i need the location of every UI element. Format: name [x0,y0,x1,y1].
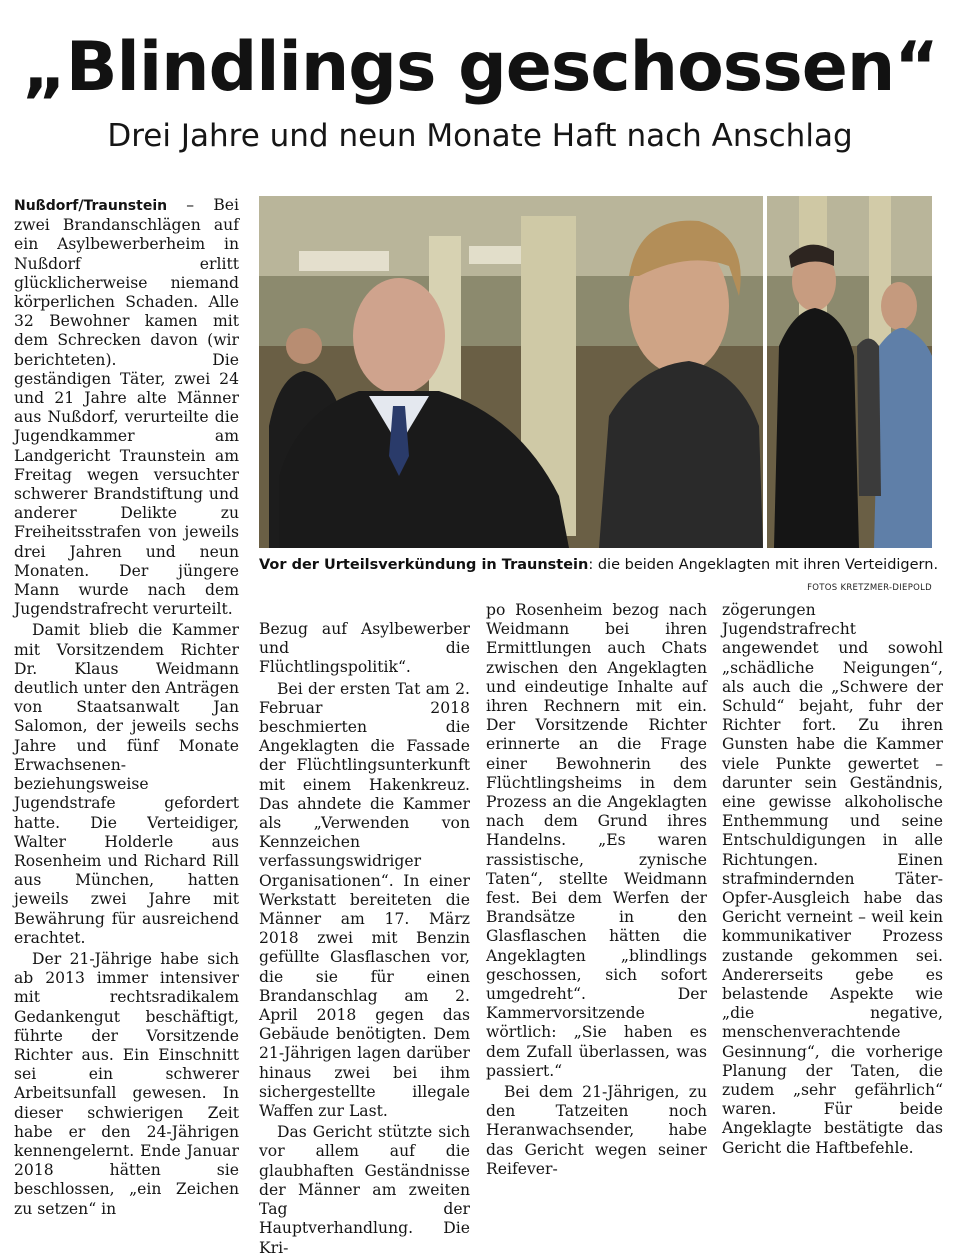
paragraph: Damit blieb die Kammer mit Vorsitzendem Richter Dr. Klaus Weidmann deutlich unter den Anträgen von Staatsanwalt Jan Salomon, der jeweils sechs Jahre und fünf Monate Erwachsenen- beziehungsweise Jugendstrafe gefordert hatte. Die Verteidiger, Walter Holderle aus Rosenheim und Richard Rill aus München, hatten jeweils zwei Jahre mit Bewährung für ausreichend erachtet. [14,621,240,947]
photo-credit: FOTOS KRETZMER-DIEPOLD [807,583,932,593]
photo-caption [259,556,939,574]
headline: „Blindlings geschossen“ [22,28,938,107]
paragraph: zögerungen Jugendstrafrecht angewendet und sowohl „schädliche Neigungen“, als auch die „Schwere der Schuld“ bejaht, fuhr der Richter fort. Zu ihren Gunsten habe die Kammer viele Punkte gewertet – darunter sein Geständnis, eine gewisse alkoholische Enthemmung und seine Entschuldigungen in alle Richtungen. Einen strafmindernden Täter-Opfer-Ausgleich habe das Gericht verneint – weil kein kommunikativer Prozess zustande gekommen sei. Andererseits gebe es belastende Aspekte wie „die negative, menschenverachtende Gesinnung“, die vorherige Planung der Taten, die zudem „sehr gefährlich“ waren. Für beide Angeklagte bestätigte das Gericht die Haftbefehle. [722,601,943,1157]
lead-text: – Bei zwei Brandanschlägen auf ein Asylbewerberheim in Nußdorf erlitt glücklicherweise niemand körperlichen Schaden. Alle 32 Bewohner kamen mit dem Schrecken davon (wir berichteten). Die geständigen Täter, zwei 24 und 21 Jahre alte Männer aus Nußdorf, verurteilte die Jugendkammer am Landgericht Traunstein am Freitag wegen versuchter schwerer Brandstiftung und anderer Delikte zu Freiheitsstrafen von jeweils drei Jahren und neun Monaten. Der jüngere Mann wurde nach dem Jugendstrafrecht verurteilt. [14,196,239,619]
article-column-4 [722,601,943,1158]
paragraph: Bezug auf Asylbewerber und die Flüchtlingspolitik“. [259,620,470,677]
caption-text: : die beiden Angeklagten mit ihren Verteidigern. [588,557,939,573]
article-column-3 [486,601,707,1179]
paragraph: po Rosenheim bezog nach Weidmann bei ihren Ermittlungen auch Chats zwischen den Angeklagten und eindeutige Inhalte auf ihren Rechnern mit ein. Der Vorsitzende Richter erinnerte an die Frage einer Bewohnerin des Flüchtlingsheims in dem Prozess an die Angeklagten nach dem Grund ihres Handelns. „Es waren rassistische, zynische Taten“, stellte Weidmann fest. Bei dem Werfen der Brandsätze in den Glasflaschen hätten die Angeklagten „blindlings geschossen, sich sofort umgedreht“. Der Kammervorsitzende wörtlich: „Sie haben es dem Zufall überlassen, was passiert.“ [486,601,707,1080]
paragraph: Bei der ersten Tat am 2. Februar 2018 beschmierten die Angeklagten die Fassade der Flüchtlingsunterkunft mit einem Hakenkreuz. Das ahndete die Kammer als „Verwenden von Kennzeichen verfassungswidriger Organisationen“. In einer Werkstatt bereiteten die Männer am 17. März 2018 zwei mit Benzin gefüllte Glasflaschen vor, die sie für einen Brandanschlag am 2. April 2018 gegen das Gebäude benötigten. Dem 21-Jährigen lagen darüber hinaus zwei bei ihm sichergestellte illegale Waffen zur Last. [259,679,470,1121]
paragraph: Das Gericht stützte sich vor allem auf die glaubhaften Geständnisse der Männer am zweiten Tag der Hauptverhandlung. Die Kri- [259,1123,470,1257]
paragraph: Bei dem 21-Jährigen, zu den Tatzeiten noch Heranwachsender, habe das Gericht wegen seiner Reifever- [486,1083,707,1178]
article-photo [259,196,932,548]
article-column-1 [14,196,239,1219]
caption-bold: Vor der Urteilsverkündung in Traunstein [259,557,589,573]
lead-paragraph [14,196,239,619]
dateline: Nußdorf/Traunstein [14,198,168,214]
paragraph: Der 21-Jährige habe sich ab 2013 immer intensiver mit rechtsradikalem Gedankengut beschäftigt, führte der Vorsitzende Richter aus. Ein Einschnitt sei ein schwerer Arbeitsunfall gewesen. In dieser schwierigen Zeit habe er den 24-Jährigen kennengelernt. Ende Januar 2018 hätten sie beschlossen, „ein Zeichen zu setzen“ in [14,949,239,1218]
article-column-2 [259,620,470,1258]
photo-illustration [259,196,932,548]
subheadline: Drei Jahre und neun Monate Haft nach Anschlag [107,118,853,154]
